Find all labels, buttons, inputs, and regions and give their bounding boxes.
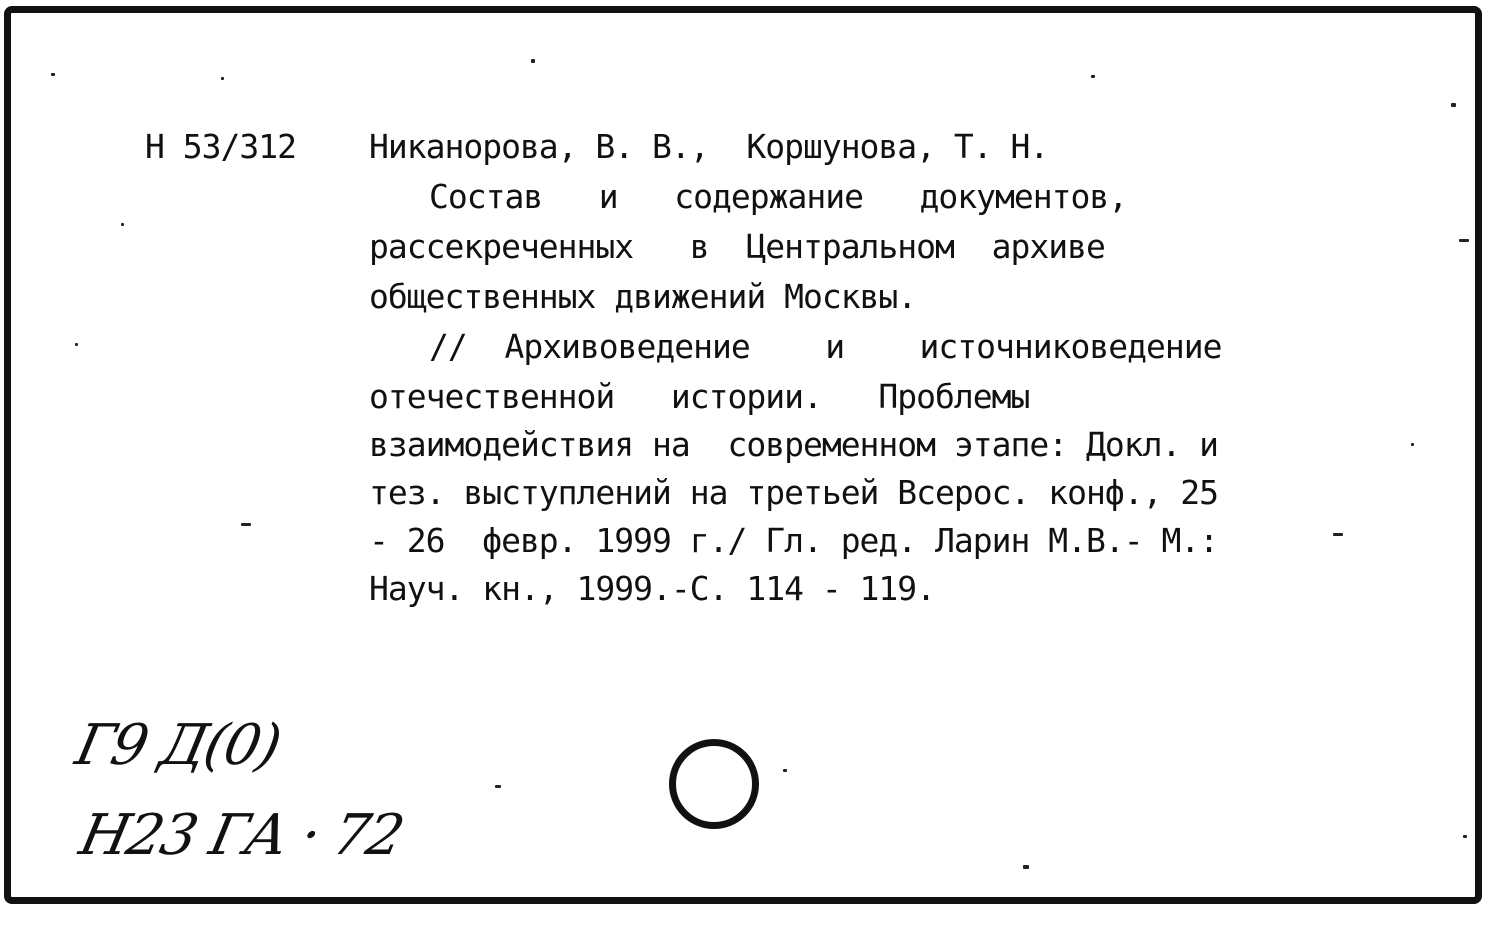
scan-speck [221,77,224,80]
source-line-2: отечественной истории. Проблемы [369,377,1030,416]
source-line-5: - 26 февр. 1999 г./ Гл. ред. Ларин М.В.- М.: [369,521,1219,560]
source-line-4: тез. выступлений на третьей Всерос. конф., 25 [369,473,1219,512]
scan-speck [75,343,78,346]
scan-speck [1023,865,1029,869]
scan-speck [121,223,124,226]
scan-speck [1333,533,1343,536]
punch-hole [669,739,759,829]
title-line-1: Состав и содержание документов, [429,177,1128,216]
scan-speck [241,523,251,526]
title-line-3: общественных движений Москвы. [369,277,917,316]
source-line-1: // Архивоведение и источниковедение [429,327,1222,366]
catalog-card [4,6,1482,904]
scan-speck [783,769,787,772]
handwritten-classification: Г9 Д(0) [70,713,286,778]
title-line-2: рассекреченных в Центральном архиве [369,227,1105,266]
scan-speck [51,73,55,76]
scan-speck [1451,103,1456,107]
scan-speck [1459,239,1469,242]
scan-speck [531,59,535,63]
scan-speck [1411,443,1414,446]
scan-speck [1091,75,1095,78]
source-line-6: Науч. кн., 1999.-С. 114 - 119. [369,569,936,608]
scan-speck [1463,835,1467,838]
call-number: Н 53/312 [145,127,296,166]
handwritten-shelfmark: Н23 ГА · 72 [74,803,408,868]
authors-line: Никанорова, В. В., Коршунова, Т. Н. [369,127,1049,166]
scan-speck [495,785,501,788]
source-line-3: взаимодействия на современном этапе: Докл. и [369,425,1219,464]
